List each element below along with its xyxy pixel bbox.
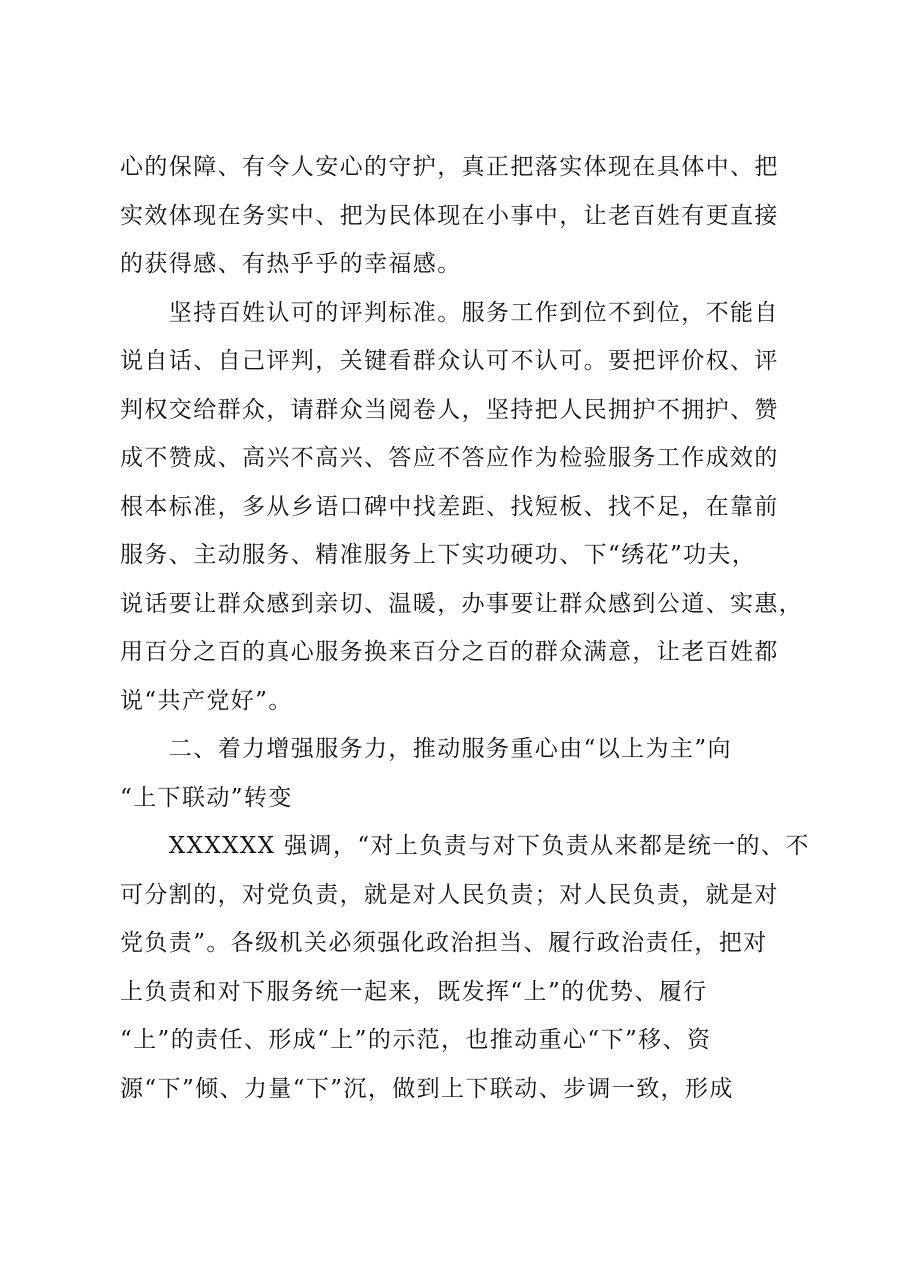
text-line: 成不赞成、高兴不高兴、答应不答应作为检验服务工作成效的: [120, 445, 779, 471]
text-line: 心的保障、有令人安心的守护，真正把落实体现在具体中、把: [120, 154, 779, 180]
text-line: XXXXXX 强调，“对上负责与对下负责从来都是统一的、不: [120, 833, 810, 859]
text-line: 用百分之百的真心服务换来百分之百的群众满意，让老百姓都: [120, 639, 779, 665]
section-heading-line: 二、着力增强服务力，推动服务重心由“以上为主”向: [120, 736, 732, 762]
text-line: 源“下”倾、力量“下”沉，做到上下联动、步调一致，形成: [120, 1075, 734, 1102]
text-line: 实效体现在务实中、把为民体现在小事中，让老百姓有更直接: [120, 202, 779, 229]
text-line: 说“共产党好”。: [120, 687, 293, 714]
text-line: 党负责”。各级机关必须强化政治担当、履行政治责任，把对: [120, 930, 768, 956]
text-line: 根本标准，多从乡语口碑中找差距、找短板、找不足，在靠前: [120, 493, 779, 520]
body-text: [120, 143, 810, 1113]
text-line: 的获得感、有热乎乎的幸福感。: [120, 251, 462, 277]
text-line: 说自话、自己评判，关键看群众认可不认可。要把评价权、评: [120, 348, 779, 374]
text-line: 可分割的，对党负责，就是对人民负责；对人民负责，就是对: [120, 881, 779, 908]
text-line: 判权交给群众，请群众当阅卷人，坚持把人民拥护不拥护、赞: [120, 396, 779, 423]
text-line: “上”的责任、形成“上”的示范，也推动重心“下”移、资: [120, 1027, 712, 1053]
text-line: 说话要让群众感到亲切、温暖，办事要让群众感到公道、实惠，: [120, 590, 804, 617]
text-line: 服务、主动服务、精准服务上下实功硬功、下“绣花”功夫，: [120, 542, 757, 568]
section-heading-line: “上下联动”转变: [120, 784, 293, 811]
text-line: 坚持百姓认可的评判标准。服务工作到位不到位，不能自: [120, 299, 779, 326]
text-line: 上负责和对下服务统一起来，既发挥“上”的优势、履行: [120, 978, 708, 1005]
